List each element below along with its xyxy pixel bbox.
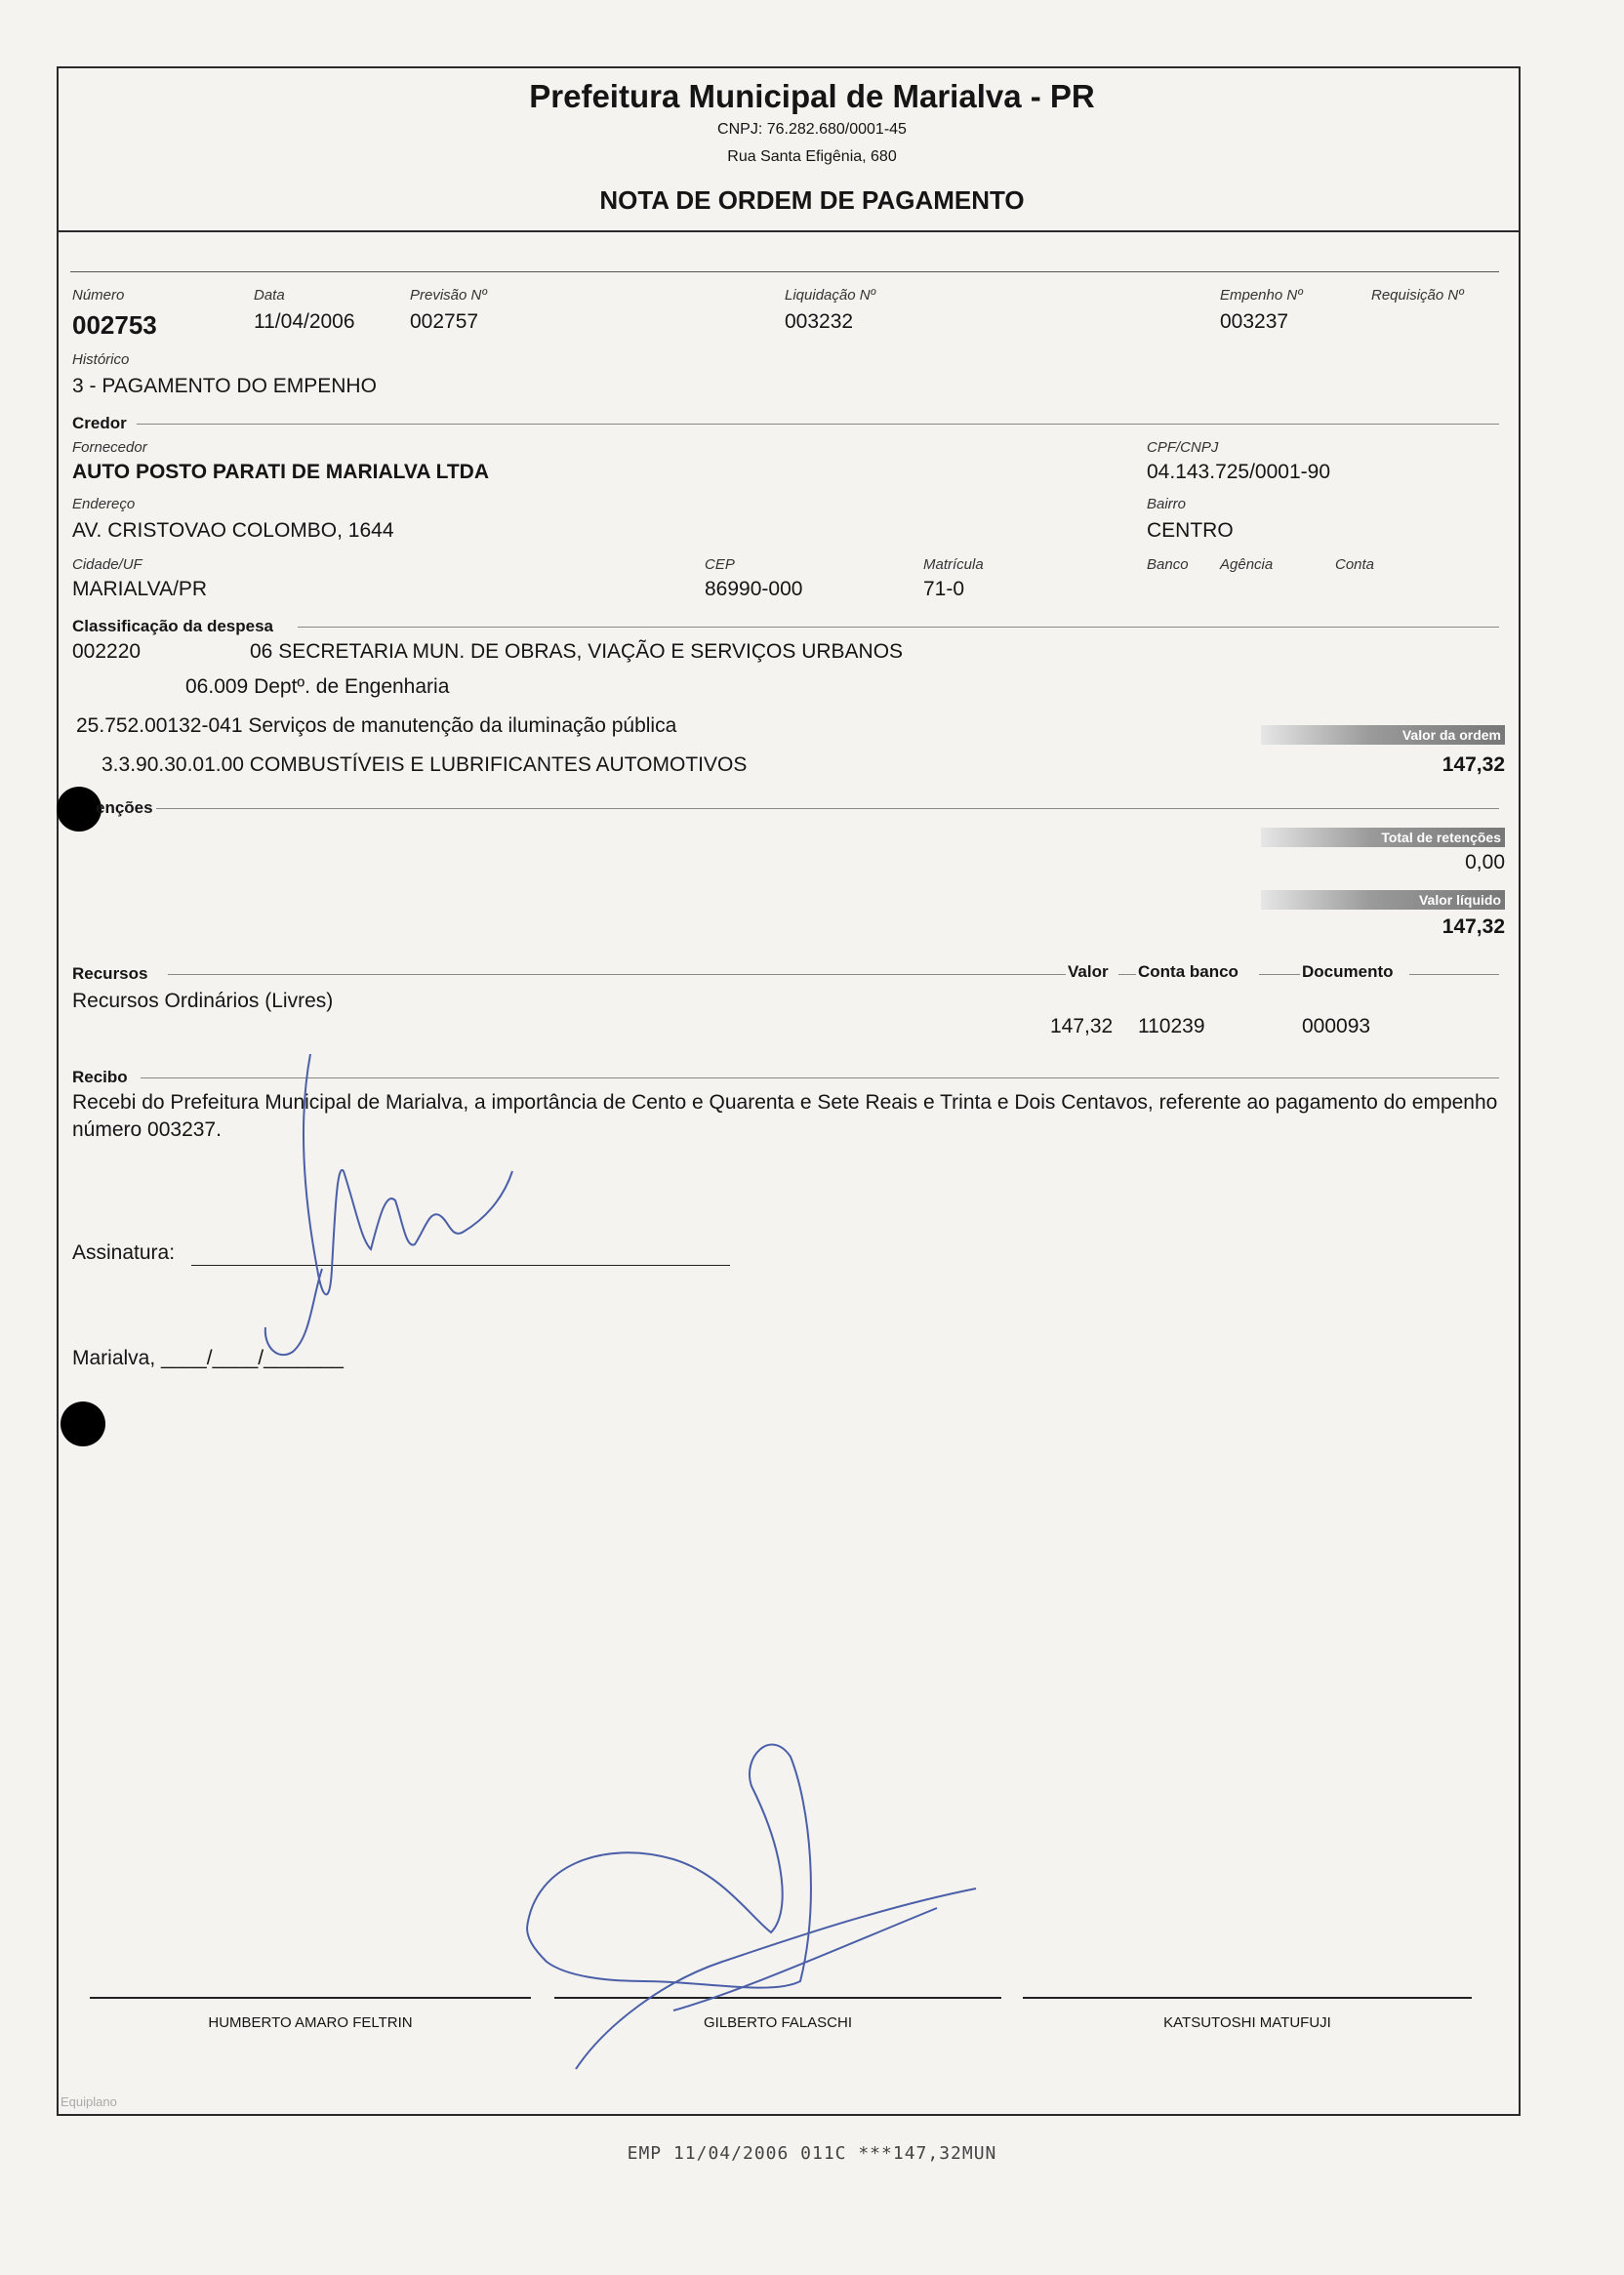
recibo-section-title: Recibo: [72, 1068, 128, 1086]
page-title: Prefeitura Municipal de Marialva - PR: [529, 78, 1095, 114]
total-retencoes-label: Total de retenções: [1261, 828, 1505, 847]
bottom-signature: [527, 1745, 976, 2069]
matricula-value: 71-0: [923, 578, 965, 600]
matricula-label: Matrícula: [923, 556, 984, 573]
recursos-documento-label: Documento: [1302, 962, 1394, 981]
valor-liquido-value: 147,32: [1441, 915, 1505, 938]
recibo-signature: [265, 1054, 512, 1355]
cidade-value: MARIALVA/PR: [72, 578, 208, 600]
cpf-label: CPF/CNPJ: [1147, 439, 1219, 456]
cidade-label: Cidade/UF: [72, 556, 142, 573]
historico-label: Histórico: [72, 351, 130, 368]
classificacao-section-title: Classificação da despesa: [72, 617, 274, 635]
valor-ordem-label: Valor da ordem: [1261, 725, 1505, 745]
bairro-label: Bairro: [1147, 496, 1187, 512]
secretaria-text: 06 SECRETARIA MUN. DE OBRAS, VIAÇÃO E SERVIÇOS URBANOS: [250, 640, 904, 663]
servico-text: 25.752.00132-041 Serviços de manutenção da iluminação pública: [76, 714, 677, 737]
data-value: 11/04/2006: [254, 310, 355, 333]
banco-label: Banco: [1147, 556, 1189, 573]
historico-value: 3 - PAGAMENTO DO EMPENHO: [72, 375, 377, 397]
previsao-label: Previsão Nº: [410, 287, 487, 304]
cep-value: 86990-000: [705, 578, 803, 600]
cep-label: CEP: [705, 556, 735, 573]
agencia-label: Agência: [1220, 556, 1274, 573]
recibo-text: Recebi do Prefeitura Municipal de Marialva, a importância de Cento e Quarenta e Sete Reais e Trinta e Dois Centavos, referente ao pagamento do empenho número 003237.: [72, 1091, 1498, 1141]
liquidacao-label: Liquidação Nº: [785, 287, 876, 304]
dept-text: 06.009 Deptº. de Engenharia: [185, 675, 450, 698]
valor-liquido-label: Valor líquido: [1261, 890, 1505, 910]
classificacao-code: 002220: [72, 640, 142, 663]
recursos-descricao: Recursos Ordinários (Livres): [72, 990, 334, 1012]
credor-section-title: Credor: [72, 414, 127, 432]
data-label: Data: [254, 287, 285, 304]
previsao-value: 002757: [410, 310, 479, 333]
software-footer: Equiplano: [61, 2094, 117, 2109]
recursos-valor-label: Valor: [1068, 962, 1109, 981]
document-title: NOTA DE ORDEM DE PAGAMENTO: [599, 185, 1025, 215]
recursos-section-title: Recursos: [72, 964, 148, 983]
recursos-valor: 147,32: [1050, 1015, 1114, 1037]
conta-label: Conta: [1335, 556, 1375, 573]
signatory-3: KATSUTOSHI MATUFUJI: [1163, 2014, 1331, 2031]
numero-label: Número: [72, 287, 125, 304]
signatory-1: HUMBERTO AMARO FELTRIN: [208, 2014, 413, 2031]
empenho-value: 003237: [1220, 310, 1289, 333]
total-retencoes-value: 0,00: [1465, 851, 1505, 873]
endereco-label: Endereço: [72, 496, 136, 512]
marialva-date-line: Marialva, ____/____/_______: [72, 1347, 344, 1369]
fornecedor-value: AUTO POSTO PARATI DE MARIALVA LTDA: [72, 461, 489, 483]
cpf-value: 04.143.725/0001-90: [1147, 461, 1331, 483]
liquidacao-value: 003232: [785, 310, 854, 333]
elemento-text: 3.3.90.30.01.00 COMBUSTÍVEIS E LUBRIFICANTES AUTOMOTIVOS: [102, 753, 748, 776]
recursos-conta: 110239: [1138, 1015, 1205, 1037]
signatory-2: GILBERTO FALASCHI: [704, 2014, 852, 2031]
cnpj-text: CNPJ: 76.282.680/0001-45: [717, 121, 907, 138]
numero-value: 002753: [72, 310, 157, 340]
fornecedor-label: Fornecedor: [72, 439, 147, 456]
bairro-value: CENTRO: [1147, 519, 1234, 542]
requisicao-label: Requisição Nº: [1371, 287, 1464, 304]
empenho-label: Empenho Nº: [1220, 287, 1303, 304]
bank-stamp: EMP 11/04/2006 011C ***147,32MUN: [627, 2143, 997, 2164]
recursos-documento: 000093: [1302, 1015, 1371, 1037]
valor-ordem-value: 147,32: [1441, 753, 1505, 776]
endereco-value: AV. CRISTOVAO COLOMBO, 1644: [72, 519, 394, 542]
address-text: Rua Santa Efigênia, 680: [727, 148, 897, 165]
recursos-conta-label: Conta banco: [1138, 962, 1238, 981]
retencoes-section-title: enções: [96, 798, 153, 817]
assinatura-label: Assinatura:: [72, 1241, 176, 1264]
